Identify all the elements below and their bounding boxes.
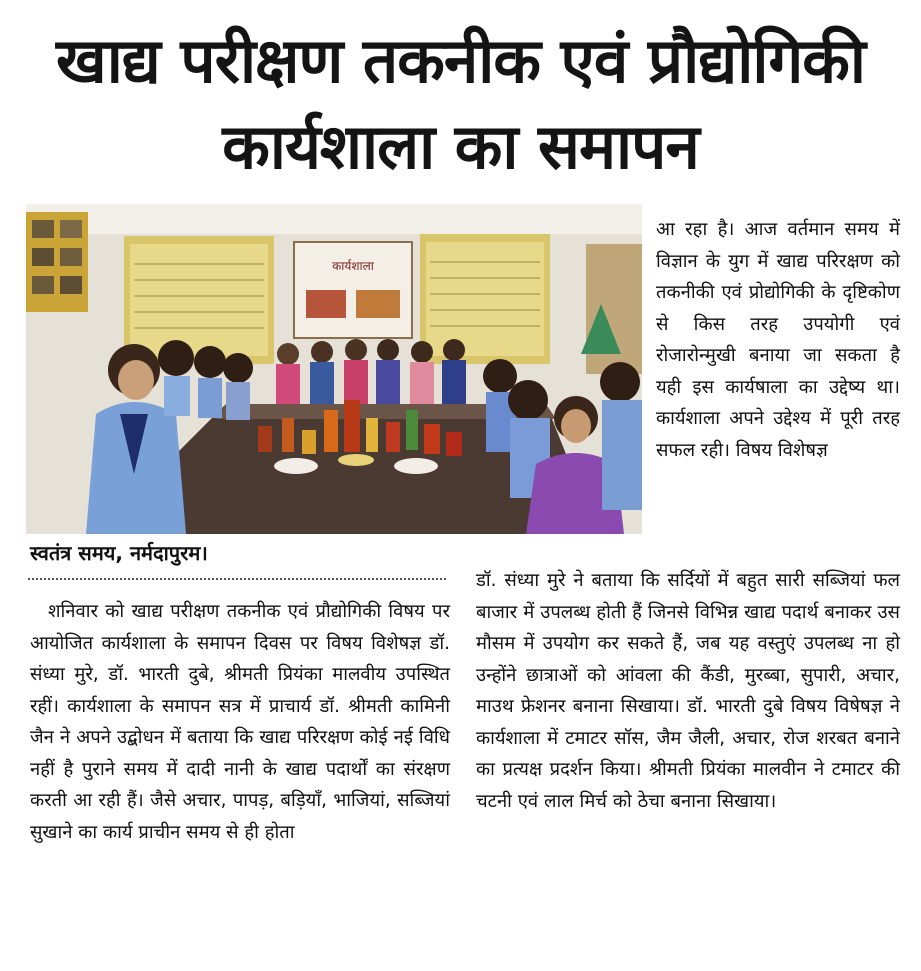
headline bbox=[10, 18, 911, 190]
article-text-left: शनिवार को खाद्य परीक्षण तकनीक एवं प्रौद्योगिकी विषय पर आयोजित कार्यशाला के समापन दिवस पर विषय विशेषज्ञ डॉ. संध्या मुरे, डॉ. भारती दुबे, श्रीमती प्रियंका मालवीय उपस्थित रहीं। कार्यशाला के समापन सत्र में प्राचार्य डॉ. श्रीमती कामिनी जैन ने अपने उद्बोधन में बताया कि खाद्य परिरक्षण कोई नई विधि नहीं है पुराने समय में दादी नानी के खाद्य पदार्थों का संरक्षण करती आ रही हैं। जैसे अचार, पापड़, बड़ियाँ, भाजियां, सब्जियां सुखाने का कार्य प्राचीन समय से ही होता bbox=[30, 601, 450, 843]
dateline-caption: स्वतंत्र समय, नर्मदापुरम। bbox=[30, 541, 208, 565]
article-text-right-top: आ रहा है। आज वर्तमान समय में विज्ञान के युग में खाद्य परिरक्षण को तकनीकी एवं प्रोद्योगिकी के दृष्टिकोण से किस तरह उपयोगी एवं रोजारोन्मुखी बनाया जा सकता है यही इस कार्यषाला का उद्देष्य था। कार्यशाला अपने उद्देश्य में पूरी तरह सफल रही। विषय विशेषज्ञ bbox=[656, 219, 900, 461]
banner-text: कार्यशाला bbox=[332, 259, 374, 273]
dotted-divider bbox=[28, 578, 446, 580]
news-photo bbox=[26, 204, 642, 534]
photo-illustration bbox=[26, 204, 642, 534]
article-text-right-bottom: डॉ. संध्या मुरे ने बताया कि सर्दियों में बहुत सारी सब्जियां फल बाजार में उपलब्ध होती हैं जिनसे विभिन्न खाद्य पदार्थ बनाकर उस मौसम में उपयोग कर सकते हैं, जब यह वस्तुएं उपलब्ध ना हो उन्होंने छात्राओं को आंवला की कैंडी, मुरब्बा, सुपारी, अचार, माउथ फ्रेशनर बनाना सिखाया। डॉ. भारती दुबे विषय विषेषज्ञ ने कार्यशाला में टमाटर सॉस, जैम जैली, अचार, रोज शरबत बनाने का प्रत्यक्ष प्रदर्शन किया। श्रीमती प्रियंका मालवीन ने टमाटर की चटनी एवं लाल मिर्च को ठेचा बनाना सिखाया। bbox=[476, 570, 900, 812]
headline-line-1: खाद्य परीक्षण तकनीक एवं प्रौद्योगिकी bbox=[56, 24, 865, 97]
headline-line-2: कार्यशाला का समापन bbox=[222, 110, 699, 183]
